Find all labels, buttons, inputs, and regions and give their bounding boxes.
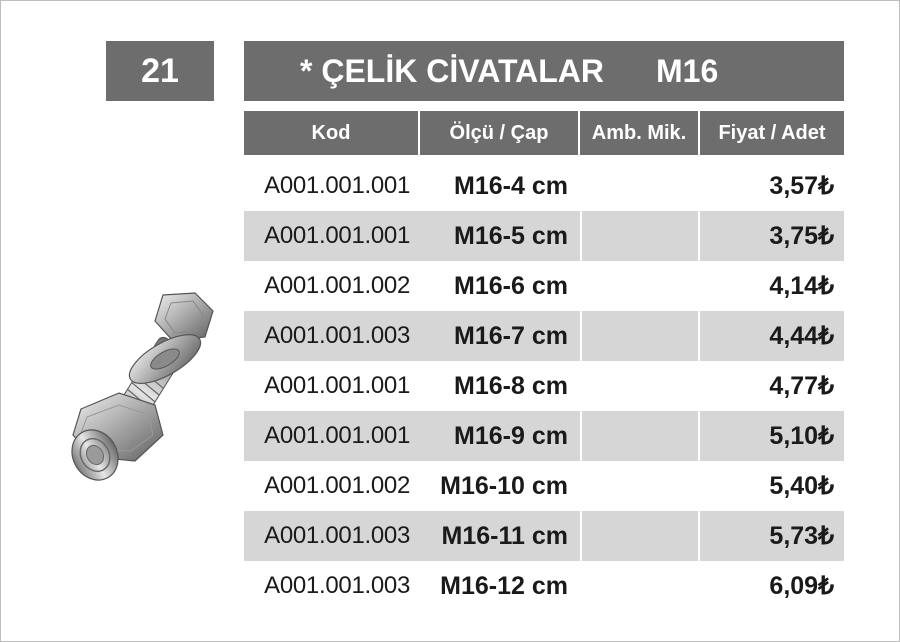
- cell-size: M16-12 cm: [440, 571, 568, 600]
- header-size: Ölçü / Çap: [420, 111, 580, 155]
- cell-code: A001.001.001: [264, 422, 410, 449]
- cell-package-qty: [580, 311, 700, 361]
- cell-package-qty: [580, 561, 700, 611]
- table-row: [244, 511, 844, 561]
- header-package-qty: Amb. Mik.: [580, 111, 700, 155]
- cell-price: 5,73₺: [769, 522, 834, 550]
- table-header: [244, 111, 844, 155]
- table-row: [244, 261, 844, 311]
- cell-price: 3,75₺: [769, 222, 834, 250]
- cell-code: A001.001.001: [264, 222, 410, 249]
- cell-package-qty: [580, 161, 700, 211]
- table-row: [244, 211, 844, 261]
- cell-price: 4,77₺: [769, 372, 834, 400]
- cell-size: M16-6 cm: [454, 271, 568, 300]
- table-row: [244, 561, 844, 611]
- cell-price: 4,44₺: [769, 322, 834, 350]
- price-table: [244, 111, 844, 611]
- cell-code: A001.001.001: [264, 372, 410, 399]
- page-number: [106, 41, 214, 101]
- table-row: [244, 461, 844, 511]
- cell-code: A001.001.002: [264, 272, 410, 299]
- cell-size: M16-7 cm: [454, 321, 568, 350]
- cell-code: A001.001.001: [264, 172, 410, 199]
- table-body: [244, 161, 844, 611]
- cell-package-qty: [580, 261, 700, 311]
- cell-package-qty: [580, 461, 700, 511]
- table-row: [244, 311, 844, 361]
- title-bar: [244, 41, 844, 101]
- cell-price: 6,09₺: [769, 572, 834, 600]
- cell-price: 3,57₺: [769, 172, 834, 200]
- cell-size: M16-10 cm: [440, 471, 568, 500]
- cell-code: A001.001.003: [264, 322, 410, 349]
- cell-size: M16-5 cm: [454, 221, 568, 250]
- cell-price: 4,14₺: [769, 272, 834, 300]
- page-number-text: 21: [141, 51, 179, 90]
- cell-size: M16-11 cm: [441, 521, 568, 550]
- cell-code: A001.001.003: [264, 522, 410, 549]
- cell-size: M16-8 cm: [454, 371, 568, 400]
- table-row: [244, 361, 844, 411]
- header-unit-price: Fiyat / Adet: [700, 111, 844, 155]
- table-row: [244, 161, 844, 211]
- cell-price: 5,10₺: [769, 422, 834, 450]
- cell-package-qty: [580, 511, 700, 561]
- section-size: M16: [656, 52, 719, 89]
- table-row: [244, 411, 844, 461]
- cell-code: A001.001.003: [264, 572, 410, 599]
- cell-package-qty: [580, 361, 700, 411]
- cell-package-qty: [580, 211, 700, 261]
- cell-size: M16-9 cm: [454, 421, 568, 450]
- cell-code: A001.001.002: [264, 472, 410, 499]
- cell-package-qty: [580, 411, 700, 461]
- cell-price: 5,40₺: [769, 472, 834, 500]
- cell-size: M16-4 cm: [454, 171, 568, 200]
- bolt-nut-washer-icon: [63, 285, 229, 491]
- header-code: Kod: [244, 111, 420, 155]
- section-title: * ÇELİK CİVATALAR: [300, 52, 604, 89]
